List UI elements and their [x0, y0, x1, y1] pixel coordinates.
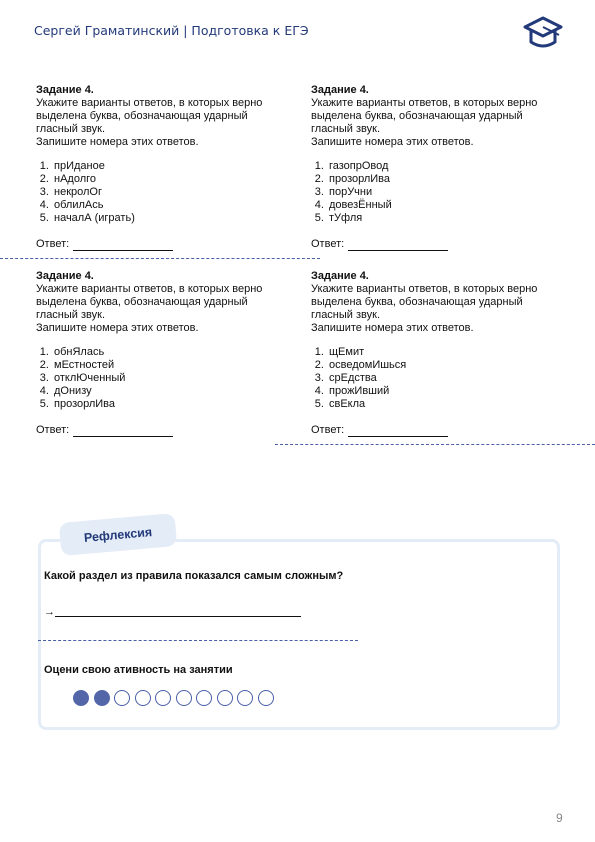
task-option: 2. осведомИшься [327, 359, 561, 372]
task-card [311, 270, 561, 437]
answer-label: Ответ: [36, 424, 70, 436]
rating-circle[interactable] [135, 690, 151, 706]
task-option: 4. довезЁнный [327, 199, 561, 212]
task-options [311, 346, 561, 411]
task-option: 3. некролОг [52, 186, 286, 199]
activity-question: Оцени свою ативность на занятии [44, 664, 233, 676]
task-card [36, 270, 286, 437]
task-instruction-2: Запишите номера этих ответов. [311, 136, 474, 148]
task-option: 5. тУфля [327, 212, 561, 225]
reflection-tab-label: Рефлексия [83, 524, 153, 545]
rating-circle[interactable] [155, 690, 171, 706]
task-option: 1. газопрОвод [327, 160, 561, 173]
task-instruction-2: Запишите номера этих ответов. [36, 136, 199, 148]
task-options [311, 160, 561, 225]
rating-circle[interactable] [114, 690, 130, 706]
rating-circle[interactable] [217, 690, 233, 706]
task-instruction-2: Запишите номера этих ответов. [311, 322, 474, 334]
task-option: 2. прозорлИва [327, 173, 561, 186]
reflection-question: Какой раздел из правила показался самым сложным? [44, 570, 344, 582]
answer-row [36, 424, 286, 437]
rating-circle[interactable] [94, 690, 110, 706]
rating-circle[interactable] [237, 690, 253, 706]
task-option: 2. мЕстностей [52, 359, 286, 372]
task-options [36, 346, 286, 411]
task-instruction: Укажите варианты ответов, в которых верно выделена буква, обозначающая ударный гласный звук. [36, 283, 263, 321]
task-title: Задание 4. [311, 84, 369, 96]
task-option: 3. порУчни [327, 186, 561, 199]
answer-label: Ответ: [311, 424, 345, 436]
task-option: 1. прИданое [52, 160, 286, 173]
task-option: 5. свЕкла [327, 398, 561, 411]
reflection-answer-line[interactable] [55, 616, 301, 617]
task-option: 4. дОнизу [52, 385, 286, 398]
rating-circle[interactable] [258, 690, 274, 706]
answer-line[interactable] [348, 240, 448, 251]
task-title: Задание 4. [36, 270, 94, 282]
task-option: 3. отклЮченный [52, 372, 286, 385]
graduation-cap-icon [523, 16, 563, 52]
task-option: 5. прозорлИва [52, 398, 286, 411]
section-divider [0, 258, 320, 259]
task-option: 3. срЕдства [327, 372, 561, 385]
answer-row [311, 424, 561, 437]
arrow-right-icon: → [44, 606, 55, 618]
answer-row [311, 238, 561, 251]
task-title: Задание 4. [311, 270, 369, 282]
answer-line[interactable] [73, 240, 173, 251]
page-number: 9 [556, 811, 563, 825]
section-divider [275, 444, 595, 445]
answer-label: Ответ: [36, 238, 70, 250]
reflection-divider [38, 640, 358, 641]
task-option: 2. нАдолго [52, 173, 286, 186]
task-instruction: Укажите варианты ответов, в которых верно выделена буква, обозначающая ударный гласный звук. [311, 97, 538, 135]
task-title: Задание 4. [36, 84, 94, 96]
task-options [36, 160, 286, 225]
answer-row [36, 238, 286, 251]
rating-circle[interactable] [196, 690, 212, 706]
task-card [36, 84, 286, 251]
activity-rating [73, 690, 274, 706]
task-instruction: Укажите варианты ответов, в которых верно выделена буква, обозначающая ударный гласный звук. [36, 97, 263, 135]
rating-circle[interactable] [176, 690, 192, 706]
answer-line[interactable] [73, 426, 173, 437]
task-option: 1. щЕмит [327, 346, 561, 359]
page-header-title: Сергей Граматинский | Подготовка к ЕГЭ [34, 23, 309, 38]
task-option: 4. облилАсь [52, 199, 286, 212]
task-option: 4. прожИвший [327, 385, 561, 398]
task-instruction: Укажите варианты ответов, в которых верно выделена буква, обозначающая ударный гласный звук. [311, 283, 538, 321]
task-instruction-2: Запишите номера этих ответов. [36, 322, 199, 334]
rating-circle[interactable] [73, 690, 89, 706]
task-card [311, 84, 561, 251]
task-option: 5. началА (играть) [52, 212, 286, 225]
task-option: 1. обнЯлась [52, 346, 286, 359]
answer-line[interactable] [348, 426, 448, 437]
answer-label: Ответ: [311, 238, 345, 250]
